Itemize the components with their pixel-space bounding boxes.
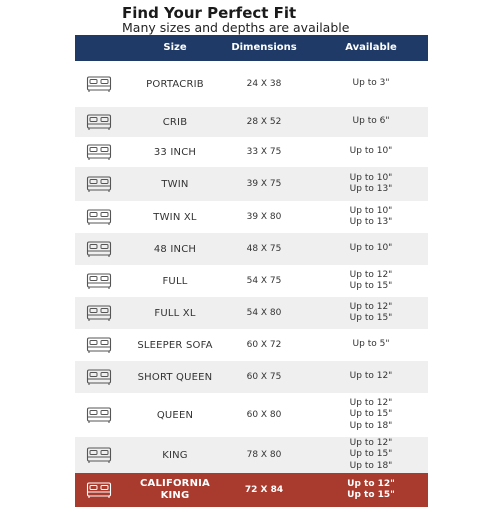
table-row xyxy=(75,233,428,265)
size-name: 33 INCH xyxy=(153,146,197,158)
size-name: TWIN xyxy=(161,178,189,190)
depth-option: Up to 15" xyxy=(349,449,393,460)
table-row xyxy=(75,167,428,201)
depth-option: Up to 12" xyxy=(349,269,393,280)
bed-icon xyxy=(83,361,115,393)
depth-option: Up to 18" xyxy=(349,420,393,431)
size-dimensions: 33 X 75 xyxy=(246,147,282,157)
size-dimensions: 54 X 75 xyxy=(246,276,282,286)
depth-option: Up to 10" xyxy=(349,172,393,183)
available-depths xyxy=(325,265,417,297)
depth-option: Up to 10" xyxy=(349,205,393,216)
depth-option: Up to 15" xyxy=(349,281,393,291)
table-row xyxy=(75,329,428,361)
bed-icon xyxy=(83,201,115,233)
size-dimensions: 78 X 80 xyxy=(246,450,282,460)
depth-option: Up to 18" xyxy=(349,460,393,471)
bed-icon xyxy=(83,265,115,297)
depth-option: Up to 15" xyxy=(349,313,393,323)
size-name: TWIN XL xyxy=(153,211,197,223)
depth-option: Up to 13" xyxy=(349,184,393,194)
size-dimensions: 48 X 75 xyxy=(246,244,282,254)
depth-option: Up to 12" xyxy=(349,371,393,382)
page-title: Find Your Perfect Fit xyxy=(122,4,297,22)
available-depths xyxy=(325,297,417,329)
size-dimensions: 24 X 38 xyxy=(246,79,282,89)
header-size: Size xyxy=(163,42,187,53)
available-depths xyxy=(325,61,417,107)
table-row xyxy=(75,297,428,329)
size-dimensions: 54 X 80 xyxy=(246,308,282,318)
depth-option: Up to 3" xyxy=(352,78,390,89)
size-name: PORTACRIB xyxy=(146,78,204,90)
available-depths xyxy=(325,393,417,437)
depth-option: Up to 5" xyxy=(352,339,390,350)
available-depths xyxy=(325,137,417,167)
bed-icon xyxy=(83,437,115,473)
header-depths: Available xyxy=(345,42,397,53)
size-dimensions: 39 X 80 xyxy=(246,212,282,222)
table-header xyxy=(75,35,428,61)
table-row xyxy=(75,473,428,507)
size-name: QUEEN xyxy=(156,409,194,421)
bed-icon xyxy=(83,473,115,507)
size-dimensions: 60 X 80 xyxy=(246,410,282,420)
size-name: FULL xyxy=(162,275,188,287)
size-name: FULL XL xyxy=(154,307,196,319)
bed-icon xyxy=(83,61,115,107)
bed-icon xyxy=(83,233,115,265)
available-depths xyxy=(325,167,417,201)
size-dimensions: 28 X 52 xyxy=(246,117,282,127)
size-dimensions: 60 X 72 xyxy=(246,340,282,350)
depth-option: Up to 13" xyxy=(349,217,393,227)
bed-icon xyxy=(83,137,115,167)
table-row xyxy=(75,437,428,473)
bed-icon xyxy=(83,297,115,329)
size-name: CALIFORNIA KING xyxy=(139,478,211,501)
size-name: SLEEPER SOFA xyxy=(137,339,213,351)
table-row xyxy=(75,107,428,137)
bed-icon xyxy=(83,393,115,437)
depth-option: Up to 10" xyxy=(349,146,393,157)
bed-icon xyxy=(83,167,115,201)
size-name: 48 INCH xyxy=(153,243,197,255)
table-row xyxy=(75,201,428,233)
depth-option: Up to 15" xyxy=(347,490,395,500)
bed-icon xyxy=(83,107,115,137)
available-depths xyxy=(325,361,417,393)
size-dimensions: 39 X 75 xyxy=(246,179,282,189)
size-table xyxy=(75,35,428,500)
depth-option: Up to 12" xyxy=(349,437,393,448)
available-depths xyxy=(325,107,417,137)
depth-option: Up to 12" xyxy=(347,478,395,489)
header-dimensions: Dimensions xyxy=(231,42,297,53)
depth-option: Up to 15" xyxy=(349,409,393,420)
size-dimensions: 72 X 84 xyxy=(244,485,284,495)
depth-option: Up to 12" xyxy=(349,301,393,312)
table-row xyxy=(75,137,428,167)
page-subtitle: Many sizes and depths are available xyxy=(122,20,350,35)
depth-option: Up to 12" xyxy=(349,397,393,408)
depth-option: Up to 10" xyxy=(349,243,393,254)
available-depths xyxy=(325,437,417,473)
table-row xyxy=(75,361,428,393)
table-row xyxy=(75,393,428,437)
bed-icon xyxy=(83,329,115,361)
available-depths xyxy=(325,473,417,507)
available-depths xyxy=(325,233,417,265)
depth-option: Up to 6" xyxy=(352,116,390,127)
table-row xyxy=(75,61,428,107)
size-name: SHORT QUEEN xyxy=(137,371,213,383)
available-depths xyxy=(325,329,417,361)
available-depths xyxy=(325,201,417,233)
size-name: CRIB xyxy=(162,116,188,128)
size-dimensions: 60 X 75 xyxy=(246,372,282,382)
table-row xyxy=(75,265,428,297)
size-name: KING xyxy=(162,449,188,461)
